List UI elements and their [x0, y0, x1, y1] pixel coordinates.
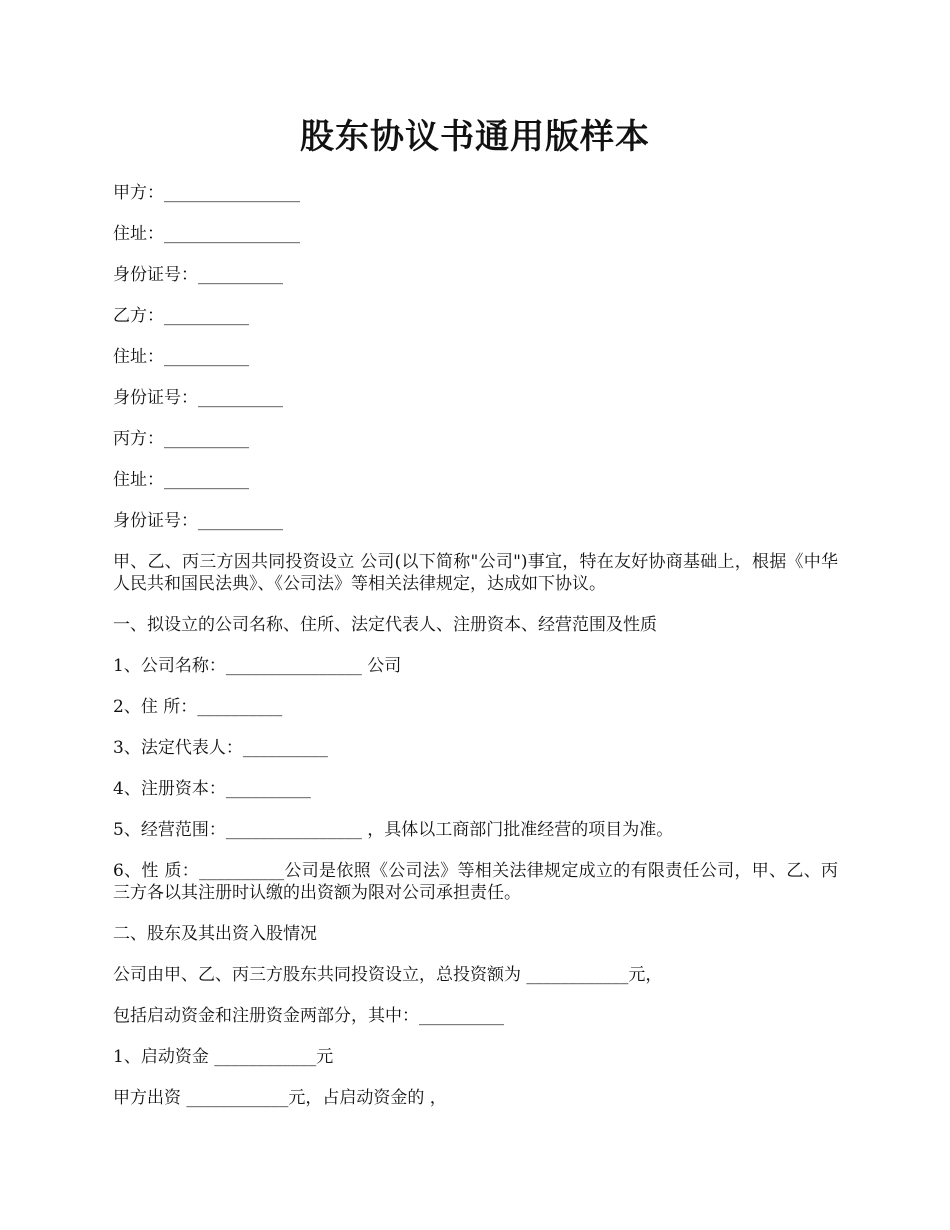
registered-capital-line: 4、注册资本：__________ — [113, 779, 311, 799]
total-investment-line: 公司由甲、乙、丙三方股东共同投资设立，总投资额为 ____________元， — [113, 965, 663, 985]
section-2-heading: 二、股东及其出资入股情况 — [113, 924, 317, 944]
document-title: 股东协议书通用版样本 — [300, 117, 650, 157]
legal-representative-line: 3、法定代表人：__________ — [113, 738, 328, 758]
document-body — [113, 182, 838, 1128]
party-a-address-line: 住址：________________ — [113, 224, 300, 244]
party-b-address-line: 住址：__________ — [113, 347, 249, 367]
party-a-contribution-line: 甲方出资 ____________元，占启动资金的 ， — [113, 1088, 447, 1108]
party-c-id-line: 身份证号：__________ — [113, 511, 283, 531]
party-c-line: 丙方：__________ — [113, 429, 249, 449]
startup-capital-line: 1、启动资金 ____________元 — [113, 1047, 334, 1067]
section-1-heading: 一、拟设立的公司名称、住所、法定代表人、注册资本、经营范围及性质 — [113, 615, 657, 635]
party-b-id-line: 身份证号：__________ — [113, 388, 283, 408]
party-a-line: 甲方：________________ — [113, 183, 300, 203]
company-address-line: 2、住 所：__________ — [113, 697, 283, 717]
company-nature-paragraph: 6、性 质：__________公司是依照《公司法》等相关法律规定成立的有限责任公司，甲、乙、丙三方各以其注册时认缴的出资额为限对公司承担责任。 — [113, 861, 838, 903]
party-c-address-line: 住址：__________ — [113, 470, 249, 490]
party-b-line: 乙方：__________ — [113, 306, 249, 326]
company-name-line: 1、公司名称：________________ 公司 — [113, 656, 402, 676]
capital-composition-line: 包括启动资金和注册资金两部分，其中：__________ — [113, 1006, 504, 1026]
business-scope-line: 5、经营范围：________________ ，具体以工商部门批准经营的项目为准。 — [113, 820, 674, 840]
party-a-id-line: 身份证号：__________ — [113, 265, 283, 285]
intro-paragraph: 甲、乙、丙三方因共同投资设立 公司(以下简称"公司")事宜，特在友好协商基础上，根据《中华人民共和国民法典》、《公司法》等相关法律规定，达成如下协议。 — [113, 552, 838, 594]
